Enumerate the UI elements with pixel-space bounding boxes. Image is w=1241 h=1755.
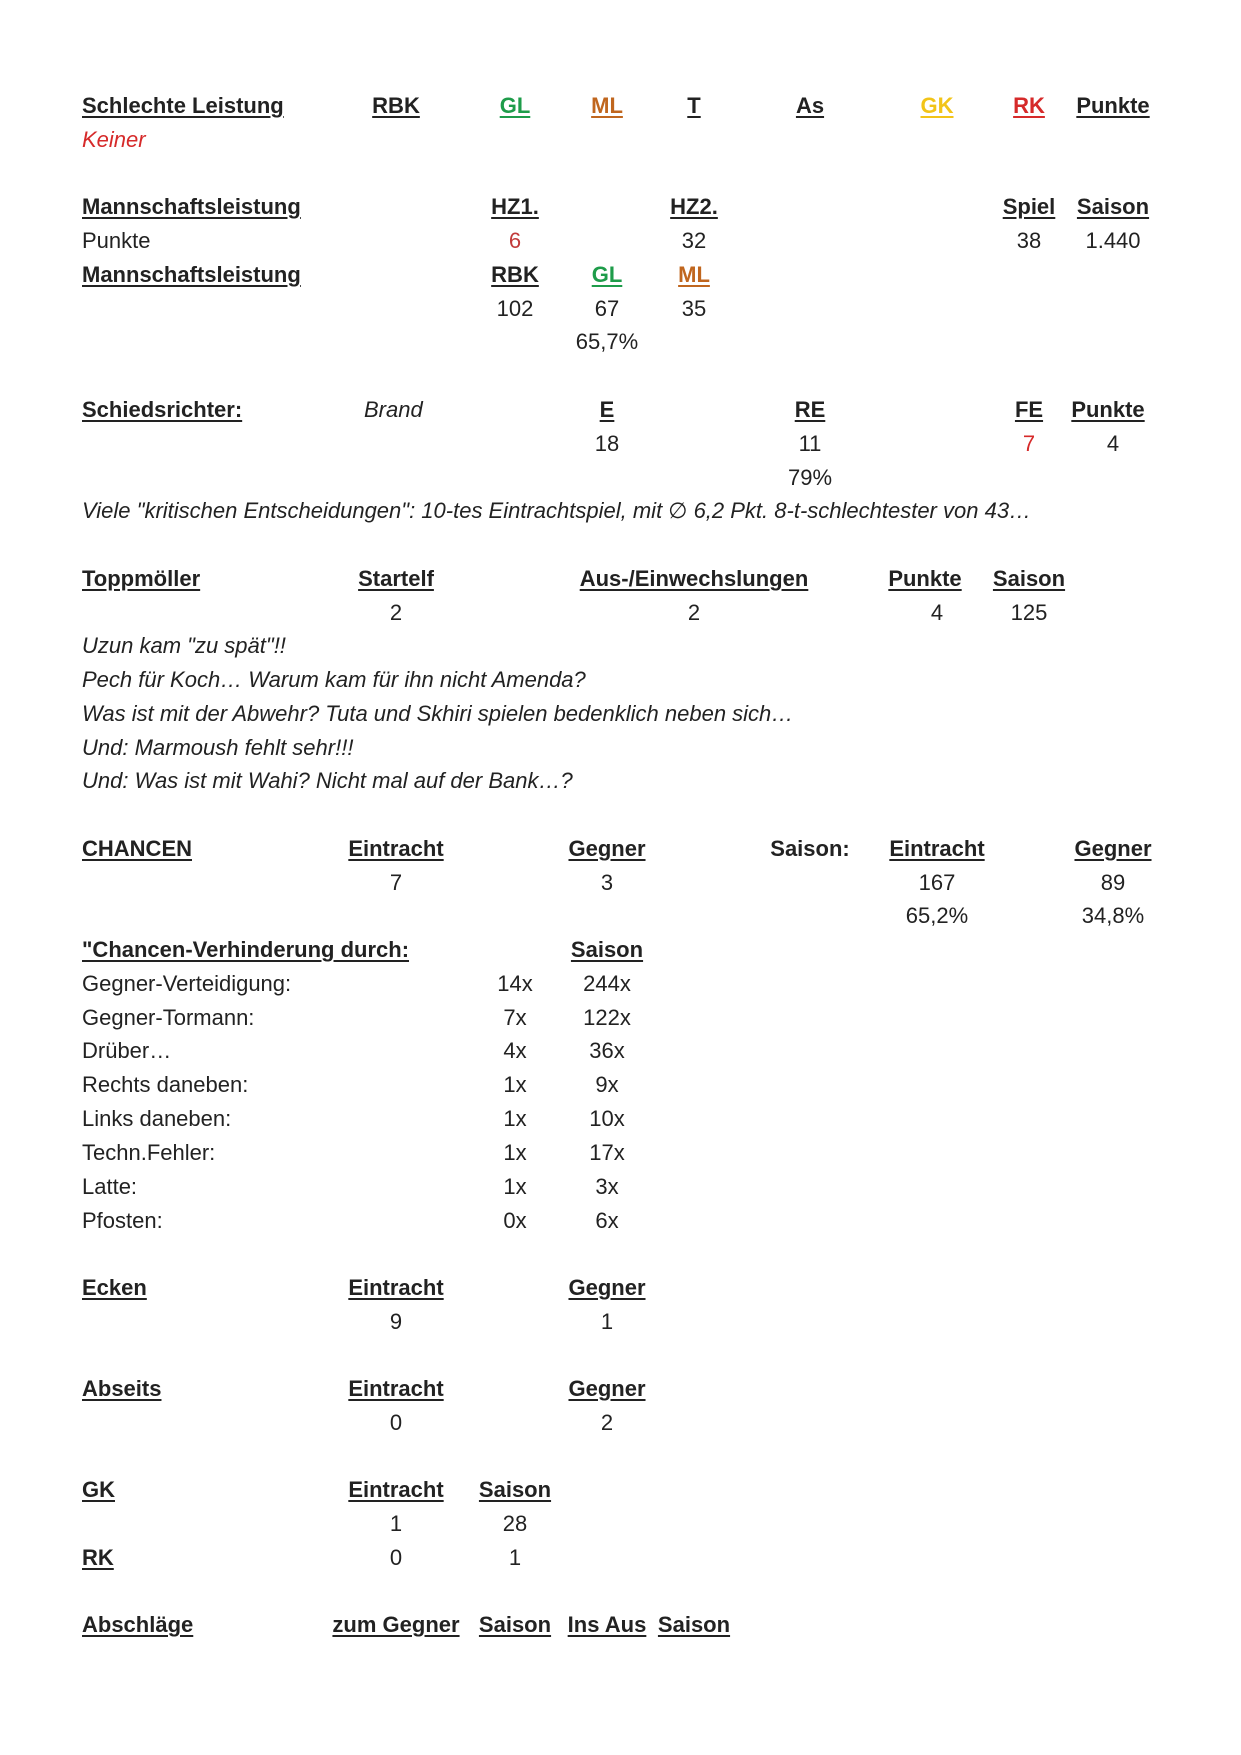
prevention-row-saison: 6x xyxy=(595,1208,619,1233)
prevention-row-label: Gegner-Verteidigung: xyxy=(82,971,292,996)
goal-kicks-header-saison-2: Saison xyxy=(657,1612,731,1637)
coach-comment: Was ist mit der Abwehr? Tuta und Skhiri spielen bedenklich neben sich… xyxy=(82,701,794,726)
prevention-row-label: Drüber… xyxy=(82,1038,172,1063)
coach-comment: Und: Marmoush fehlt sehr!!! xyxy=(82,735,354,760)
cards-header-eintracht: Eintracht xyxy=(348,1477,444,1502)
prevention-row-label: Pfosten: xyxy=(82,1208,163,1233)
header-ml: ML xyxy=(591,93,623,118)
referee-name: Brand xyxy=(364,397,423,422)
referee-e-value: 18 xyxy=(594,431,620,456)
saison-value: 1.440 xyxy=(1085,228,1141,253)
chances-title: CHANCEN xyxy=(82,836,192,861)
prevention-row-saison: 9x xyxy=(595,1072,619,1097)
header-saison: Saison xyxy=(1076,194,1150,219)
chances-header-saison-eintracht: Eintracht xyxy=(889,836,985,861)
goal-kicks-header-zum-gegner: zum Gegner xyxy=(332,1612,460,1637)
cards-header-saison: Saison xyxy=(478,1477,552,1502)
prevention-row-spiel: 1x xyxy=(503,1174,527,1199)
points-label: Punkte xyxy=(82,228,151,253)
prevention-row-spiel: 1x xyxy=(503,1140,527,1165)
team-header-gl: GL xyxy=(591,262,623,287)
offside-gegner-value: 2 xyxy=(600,1410,614,1435)
team-rbk-value: 102 xyxy=(496,296,534,321)
corners-header-gegner: Gegner xyxy=(568,1275,646,1300)
referee-fe-value: 7 xyxy=(1022,431,1036,456)
corners-title: Ecken xyxy=(82,1275,147,1300)
referee-header-punkte: Punkte xyxy=(1071,397,1145,422)
coach-header-punkte: Punkte xyxy=(888,566,962,591)
goal-kicks-header-saison-1: Saison xyxy=(478,1612,552,1637)
prevention-header-saison: Saison xyxy=(570,937,644,962)
chances-saison-eintracht-pct: 65,2% xyxy=(905,903,969,928)
header-spiel: Spiel xyxy=(1002,194,1056,219)
yellow-cards-title: GK xyxy=(82,1477,115,1502)
header-t: T xyxy=(687,93,701,118)
yellow-cards-saison: 28 xyxy=(502,1511,528,1536)
chances-header-saison-gegner: Gegner xyxy=(1074,836,1152,861)
team-header-ml: ML xyxy=(678,262,710,287)
prevention-row-saison: 244x xyxy=(583,971,631,996)
goal-kicks-header-ins-aus: Ins Aus xyxy=(567,1612,647,1637)
red-cards-saison: 1 xyxy=(508,1545,522,1570)
team-gl-percent: 65,7% xyxy=(575,329,639,354)
referee-re-percent: 79% xyxy=(787,465,833,490)
team-performance-title-2: Mannschaftsleistung xyxy=(82,262,301,287)
chances-gegner-value: 3 xyxy=(600,870,614,895)
chances-saison-eintracht-value: 167 xyxy=(918,870,956,895)
offside-title: Abseits xyxy=(82,1376,162,1401)
coach-punkte-value: 4 xyxy=(930,600,944,625)
corners-eintracht-value: 9 xyxy=(389,1309,403,1334)
coach-comment: Uzun kam "zu spät"!! xyxy=(82,633,286,658)
prevention-row-label: Rechts daneben: xyxy=(82,1072,249,1097)
prevention-row-saison: 3x xyxy=(595,1174,619,1199)
offside-eintracht-value: 0 xyxy=(389,1410,403,1435)
offside-header-eintracht: Eintracht xyxy=(348,1376,444,1401)
chances-header-eintracht: Eintracht xyxy=(348,836,444,861)
prevention-row-saison: 10x xyxy=(589,1106,625,1131)
referee-punkte-value: 4 xyxy=(1106,431,1120,456)
team-performance-title: Mannschaftsleistung xyxy=(82,194,301,219)
header-hz2: HZ2. xyxy=(670,194,718,219)
chances-header-gegner: Gegner xyxy=(568,836,646,861)
coach-startelf-value: 2 xyxy=(389,600,403,625)
corners-header-eintracht: Eintracht xyxy=(348,1275,444,1300)
chances-eintracht-value: 7 xyxy=(389,870,403,895)
coach-header-startelf: Startelf xyxy=(358,566,434,591)
chances-saison-label: Saison: xyxy=(770,836,850,861)
coach-comment: Und: Was ist mit Wahi? Nicht mal auf der Bank…? xyxy=(82,768,573,793)
referee-header-fe: FE xyxy=(1014,397,1044,422)
prevention-row-label: Gegner-Tormann: xyxy=(82,1005,255,1030)
bad-performance-title: Schlechte Leistung xyxy=(82,93,284,118)
red-cards-title: RK xyxy=(82,1545,114,1570)
coach-title: Toppmöller xyxy=(82,566,201,591)
prevention-row-label: Links daneben: xyxy=(82,1106,232,1131)
prevention-row-label: Techn.Fehler: xyxy=(82,1140,216,1165)
coach-saison-value: 125 xyxy=(1010,600,1048,625)
referee-comment: Viele "kritischen Entscheidungen": 10-tes Eintrachtspiel, mit ∅ 6,2 Pkt. 8-t-schlechtester von 43… xyxy=(82,498,1032,523)
corners-gegner-value: 1 xyxy=(600,1309,614,1334)
prevention-row-spiel: 14x xyxy=(497,971,533,996)
yellow-cards-eintracht: 1 xyxy=(389,1511,403,1536)
prevention-row-saison: 17x xyxy=(589,1140,625,1165)
header-gk: GK xyxy=(920,93,954,118)
hz2-value: 32 xyxy=(681,228,707,253)
coach-header-saison: Saison xyxy=(992,566,1066,591)
prevention-row-label: Latte: xyxy=(82,1174,138,1199)
header-rbk: RBK xyxy=(372,93,420,118)
team-gl-value: 67 xyxy=(594,296,620,321)
prevention-row-saison: 122x xyxy=(583,1005,631,1030)
prevention-row-spiel: 4x xyxy=(503,1038,527,1063)
coach-comment: Pech für Koch… Warum kam für ihn nicht Amenda? xyxy=(82,667,586,692)
hz1-value: 6 xyxy=(508,228,522,253)
referee-re-value: 11 xyxy=(798,431,822,456)
prevention-row-spiel: 0x xyxy=(503,1208,527,1233)
coach-header-wechsel: Aus-/Einwechslungen xyxy=(579,566,809,591)
coach-wechsel-value: 2 xyxy=(687,600,701,625)
team-ml-value: 35 xyxy=(681,296,707,321)
referee-title: Schiedsrichter: xyxy=(82,397,243,422)
prevention-row-spiel: 1x xyxy=(503,1072,527,1097)
bad-performance-value: Keiner xyxy=(82,127,146,152)
prevention-row-spiel: 1x xyxy=(503,1106,527,1131)
chances-saison-gegner-value: 89 xyxy=(1100,870,1126,895)
referee-header-e: E xyxy=(599,397,615,422)
prevention-title: "Chancen-Verhinderung durch: xyxy=(82,937,410,962)
goal-kicks-title: Abschläge xyxy=(82,1612,194,1637)
header-as: As xyxy=(795,93,825,118)
header-hz1: HZ1. xyxy=(491,194,539,219)
header-rk: RK xyxy=(1013,93,1045,118)
chances-saison-gegner-pct: 34,8% xyxy=(1081,903,1145,928)
prevention-row-spiel: 7x xyxy=(503,1005,527,1030)
referee-header-re: RE xyxy=(794,397,826,422)
spiel-value: 38 xyxy=(1016,228,1042,253)
red-cards-eintracht: 0 xyxy=(389,1545,403,1570)
team-header-rbk: RBK xyxy=(491,262,539,287)
offside-header-gegner: Gegner xyxy=(568,1376,646,1401)
prevention-row-saison: 36x xyxy=(589,1038,625,1063)
header-gl: GL xyxy=(499,93,531,118)
header-punkte: Punkte xyxy=(1076,93,1150,118)
